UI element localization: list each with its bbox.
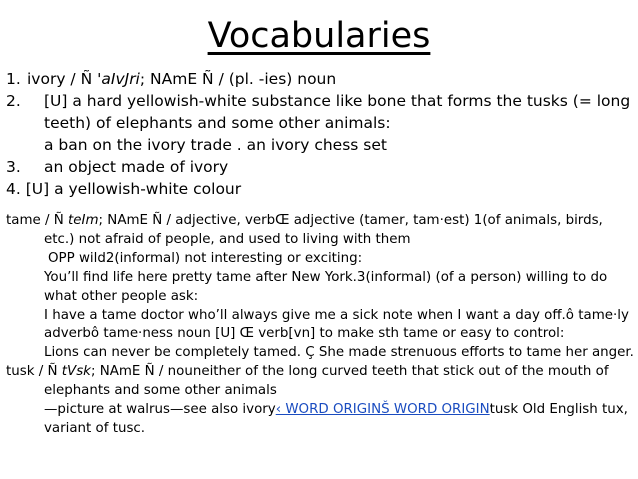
ivory-entry xyxy=(6,68,632,200)
tame-line: You’ll find life here pretty tame after New York.3(informal) (of a person) willing to do xyxy=(44,269,608,285)
tame-pronunciation: teIm xyxy=(68,213,99,228)
tusk-pronunciation: tVsk xyxy=(61,364,91,380)
tame-line: adverbô tame·ness noun [U] Œ verb[vn] to make sth tame or easy to control: xyxy=(44,326,565,342)
page-title: Vocabularies xyxy=(207,16,431,56)
tame-line: etc.) not afraid of people, and used to living with them xyxy=(44,231,411,247)
tusk-headword-line: tusk / Ñ tVsk; NAmE Ñ / nouneither of the long curved teeth that stick out of the mouth of xyxy=(6,364,609,380)
word-origin-link[interactable]: ‹ WORD ORIGINŠ WORD ORIGIN xyxy=(275,402,490,418)
tusk-line: elephants and some other animals xyxy=(44,383,277,399)
tame-headword-line: tame / Ñ teIm; NAmE Ñ / adjective, verbŒ adjective (tamer, tam·est) 1(of animals, birds, xyxy=(6,213,603,228)
list-item xyxy=(6,156,632,178)
tame-tusk-entries xyxy=(6,212,632,439)
tusk-line: —picture at walrus—see also ivory‹ WORD ORIGINŠ WORD ORIGINtusk Old English tux, xyxy=(44,402,628,418)
tame-line: OPP wild2(informal) not interesting or exciting: xyxy=(48,250,363,266)
list-number: 1. xyxy=(6,70,21,88)
ivory-pronunciation: aIvJri xyxy=(101,70,140,88)
ivory-definition-4: 4. [U] a yellowish-white colour xyxy=(6,180,242,198)
ivory-definition-2: [U] a hard yellowish-white substance like bone that forms the tusks (= long teeth) of elephants and some other animals: a ban on the ivory trade . an ivory chess set xyxy=(44,92,631,154)
tame-line: I have a tame doctor who’ll always give me a sick note when I want a day off.ô tame·ly xyxy=(44,307,629,323)
list-item xyxy=(6,90,632,156)
tame-line: what other people ask: xyxy=(44,288,199,304)
list-number: 2. xyxy=(6,92,21,110)
tusk-line: variant of tusc. xyxy=(44,420,146,436)
tame-line: Lions can never be completely tamed. Ç She made strenuous efforts to tame her anger. xyxy=(44,345,634,361)
list-number: 3. xyxy=(6,158,21,176)
list-item xyxy=(6,68,632,90)
ivory-headword-line: ivory / Ñ 'aIvJri; NAmE Ñ / (pl. -ies) noun xyxy=(27,70,337,88)
ivory-definition-3: an object made of ivory xyxy=(44,158,229,176)
